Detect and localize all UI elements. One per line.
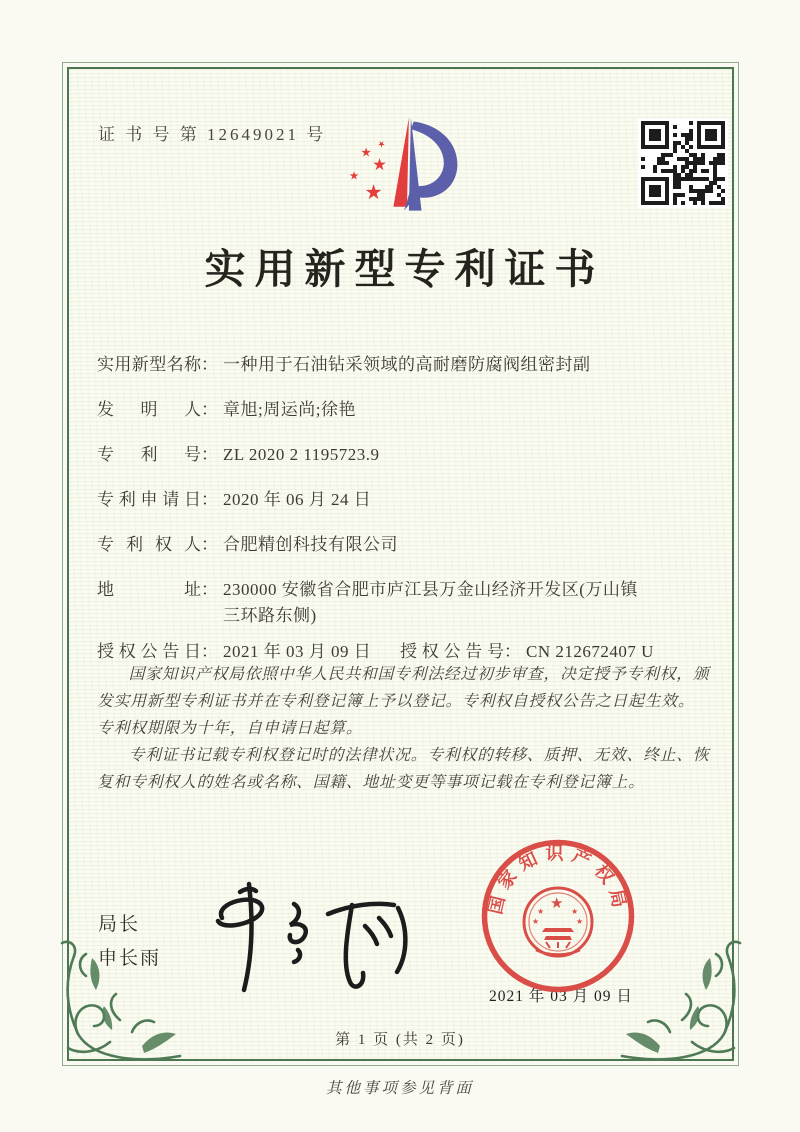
field-label: 专利号	[97, 445, 201, 464]
field-label: 发明人	[97, 400, 201, 419]
field-row-inventors	[97, 397, 713, 423]
logo-star-icon: ★	[364, 182, 383, 205]
commissioner-title: 局长	[98, 914, 141, 935]
field-label: 实用新型名称	[97, 355, 201, 374]
field-colon: ：	[201, 490, 218, 509]
national-emblem-icon	[524, 888, 592, 956]
field-value: 230000 安徽省合肥市庐江县万金山经济开发区(万山镇三环路东侧)	[223, 580, 638, 625]
legal-paragraph-1: 国家知识产权局依照中华人民共和国专利法经过初步审查，决定授予专利权，颁发实用新型专利证书并在专利登记簿上予以登记。专利权自授权公告之日起生效。专利权期限为十年，自申请日起算。	[97, 664, 710, 737]
field-list	[97, 352, 713, 665]
qr-code	[638, 118, 728, 208]
field-colon: ：	[504, 642, 521, 661]
field-colon: ：	[201, 445, 218, 464]
field-value: ZL 2020 2 1195723.9	[223, 445, 380, 464]
legal-paragraph-2: 专利证书记载专利权登记时的法律状况。专利权的转移、质押、无效、终止、恢复和专利权人的姓名或名称、国籍、地址变更等事项记载在专利登记簿上。	[97, 745, 710, 791]
field-label: 专利权人	[97, 535, 201, 554]
field-colon: ：	[201, 642, 218, 661]
seal-ring-text: 国家知识产权局	[485, 843, 631, 917]
field-row-address	[97, 577, 713, 629]
corner-ornament-right-icon	[602, 934, 752, 1066]
page-indicator: 第 1 页 (共 2 页)	[335, 1032, 465, 1048]
corner-ornament-left-icon	[50, 934, 200, 1066]
field-row-name	[97, 352, 713, 378]
commissioner-signature	[200, 874, 430, 1002]
field-value: CN 212672407 U	[526, 642, 654, 661]
svg-text:★: ★	[537, 907, 545, 916]
logo-star-icon: ★	[348, 169, 360, 183]
field-label: 专利申请日	[97, 490, 201, 509]
field-colon: ：	[201, 400, 218, 419]
field-label: 授权公告日	[97, 642, 201, 661]
svg-text:★: ★	[550, 896, 564, 912]
svg-text:★: ★	[576, 917, 584, 926]
field-colon: ：	[201, 535, 218, 554]
certificate-number: 证 书 号 第 12649021 号	[98, 125, 327, 144]
field-value: 2021 年 03 月 09 日	[223, 642, 372, 661]
field-label: 地址	[97, 580, 201, 599]
field-value: 章旭;周运尚;徐艳	[223, 400, 356, 419]
field-label: 授权公告号	[400, 642, 504, 661]
field-row-filing-date	[97, 487, 713, 513]
certificate-title: 实用新型专利证书	[204, 246, 605, 292]
field-row-patent-no	[97, 442, 713, 468]
svg-text:★: ★	[571, 907, 579, 916]
svg-text:★: ★	[532, 917, 540, 926]
logo-star-icon: ★	[372, 154, 387, 174]
field-value: 2020 年 06 月 24 日	[223, 490, 372, 509]
field-colon: ：	[201, 355, 218, 374]
cnipa-logo-icon	[343, 108, 469, 230]
field-colon: ：	[201, 580, 218, 599]
field-value: 一种用于石油钻采领域的高耐磨防腐阀组密封副	[223, 355, 591, 374]
logo-star-icon: ★	[360, 145, 372, 160]
back-note: 其他事项参见背面	[325, 1079, 474, 1097]
commissioner-name: 申长雨	[98, 948, 162, 969]
seal-date: 2021 年 03 月 09 日	[489, 988, 633, 1005]
logo-star-icon: ★	[375, 137, 388, 151]
legal-text	[97, 660, 711, 795]
field-row-patentee	[97, 532, 713, 558]
field-value: 合肥精创科技有限公司	[223, 535, 398, 554]
